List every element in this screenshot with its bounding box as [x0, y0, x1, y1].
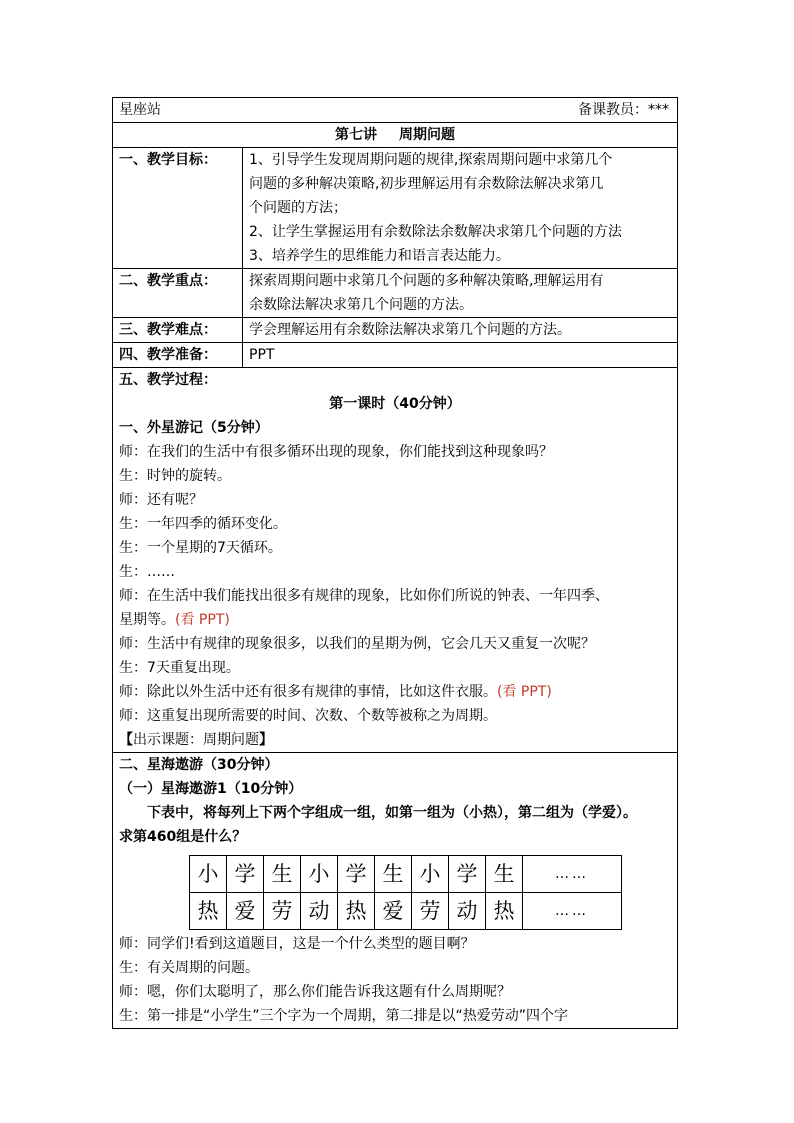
difficulty-content: 学会理解运用有余数除法解决求第几个问题的方法。: [243, 318, 678, 343]
part2-row: [113, 753, 678, 1029]
prep-label: 四、教学准备：: [113, 343, 243, 368]
lecture-topic: 周期问题: [399, 127, 455, 143]
goals-line: 个问题的方法；: [249, 200, 347, 216]
dialog-line: 生：一个星期的7天循环。: [119, 540, 282, 556]
dialog-line: 生：有关周期的问题。: [119, 960, 259, 976]
dialog-line: 师：同学们!看到这道题目，这是一个什么类型的题目啊？: [119, 936, 475, 952]
goals-label: 一、教学目标：: [113, 148, 243, 269]
goals-content: [243, 148, 678, 269]
bracket-close: 】: [259, 732, 273, 748]
grid-bottom-row: [190, 893, 622, 930]
grid-cell: 动: [449, 893, 486, 930]
dialog-line: 师：生活中有规律的现象很多，以我们的星期为例，它会几天又重复一次呢？: [119, 636, 595, 652]
lesson-plan-table: [112, 97, 678, 1029]
dialog-line: 师：嗯，你们太聪明了，那么你们能告诉我这题有什么周期呢？: [119, 984, 511, 1000]
dialog-text: 师：除此以外生活中还有很多有规律的事情，比如这件衣服。: [119, 684, 497, 700]
dialog-line: 生：时钟的旋转。: [119, 468, 231, 484]
dialog-line: 生：一年四季的循环变化。: [119, 516, 287, 532]
topic-announcement: [119, 728, 671, 752]
problem-text: 下表中，将每列上下两个字组成一组，如第一组为（小热），第二组为（学爱）。: [147, 805, 637, 821]
dialog-line: [119, 608, 671, 632]
goals-line: 3、培养学生的思维能力和语言表达能力。: [249, 248, 510, 264]
grid-cell-ellipsis: ……: [523, 893, 622, 930]
process-row: [113, 368, 678, 753]
station-name: 星座站: [113, 98, 243, 123]
title-row: [113, 123, 678, 148]
dialog-line: 生：第一排是“小学生”三个字为一个周期，第二排是以“热爱劳动”四个字: [119, 1008, 569, 1024]
key-points-content: [243, 269, 678, 318]
grid-cell: 热: [190, 893, 227, 930]
ppt-cue: (看 PPT): [175, 612, 230, 628]
key-points-line: 余数除法解决求第几个问题的方法。: [249, 297, 473, 313]
grid-cell: 生: [264, 856, 301, 893]
key-points-line: 探索周期问题中求第几个问题的多种解决策略,理解运用有: [249, 273, 604, 289]
dialog-line: 师：还有呢？: [119, 492, 203, 508]
grid-top-row: [190, 856, 622, 893]
teacher-field: 备课教员：***: [243, 98, 678, 123]
dialog-line: 师：在生活中我们能找出很多有规律的现象，比如你们所说的钟表、一年四季、: [119, 588, 609, 604]
prep-content: PPT: [243, 343, 678, 368]
grid-cell-ellipsis: ……: [523, 856, 622, 893]
lesson-heading: 第一课时（40分钟）: [329, 396, 461, 412]
character-grid: [189, 855, 622, 930]
dialog-line: 师：在我们的生活中有很多循环出现的现象，你们能找到这种现象吗？: [119, 444, 553, 460]
grid-cell: 学: [227, 856, 264, 893]
grid-cell: 动: [301, 893, 338, 930]
dialog-text: 星期等。: [119, 612, 175, 628]
problem-text: 求第460组是什么？: [119, 829, 247, 845]
prep-row: [113, 343, 678, 368]
grid-cell: 热: [338, 893, 375, 930]
part2-heading: 二、星海遨游（30分钟）: [119, 757, 279, 773]
part2-subheading: （一）星海遨游1（10分钟）: [119, 781, 303, 797]
grid-cell: 生: [375, 856, 412, 893]
grid-cell: 小: [301, 856, 338, 893]
process-content: [113, 368, 678, 753]
key-points-row: [113, 269, 678, 318]
key-points-label: 二、教学重点：: [113, 269, 243, 318]
grid-cell: 小: [190, 856, 227, 893]
lesson-plan-document: [112, 97, 677, 1029]
lecture-number: 第七讲: [335, 127, 377, 143]
grid-cell: 小: [412, 856, 449, 893]
goals-line: 问题的多种解决策略,初步理解运用有余数除法解决求第几: [249, 176, 604, 192]
grid-cell: 热: [486, 893, 523, 930]
part1-heading: 一、外星游记（5分钟）: [119, 420, 269, 436]
grid-cell: 学: [449, 856, 486, 893]
character-grid-wrap: [119, 849, 671, 932]
header-row: [113, 98, 678, 123]
topic-text: 出示课题：周期问题: [133, 732, 259, 748]
grid-cell: 爱: [375, 893, 412, 930]
goals-row: [113, 148, 678, 269]
grid-cell: 劳: [264, 893, 301, 930]
grid-cell: 生: [486, 856, 523, 893]
dialog-line: 生：……: [119, 564, 175, 580]
grid-cell: 学: [338, 856, 375, 893]
goals-line: 2、让学生掌握运用有余数除法余数解决求第几个问题的方法: [249, 224, 622, 240]
process-heading: 五、教学过程：: [119, 372, 217, 388]
part2-content: [113, 753, 678, 1029]
dialog-line: 师：这重复出现所需要的时间、次数、个数等被称之为周期。: [119, 708, 497, 724]
page-title: [113, 123, 678, 148]
dialog-line: [119, 680, 671, 704]
bracket-open: 【: [119, 732, 133, 748]
ppt-cue: (看 PPT): [497, 684, 552, 700]
dialog-line: 生：7天重复出现。: [119, 660, 240, 676]
grid-cell: 劳: [412, 893, 449, 930]
grid-cell: 爱: [227, 893, 264, 930]
goals-line: 1、引导学生发现周期问题的规律,探索周期问题中求第几个: [249, 152, 613, 168]
difficulty-label: 三、教学难点：: [113, 318, 243, 343]
difficulty-row: [113, 318, 678, 343]
